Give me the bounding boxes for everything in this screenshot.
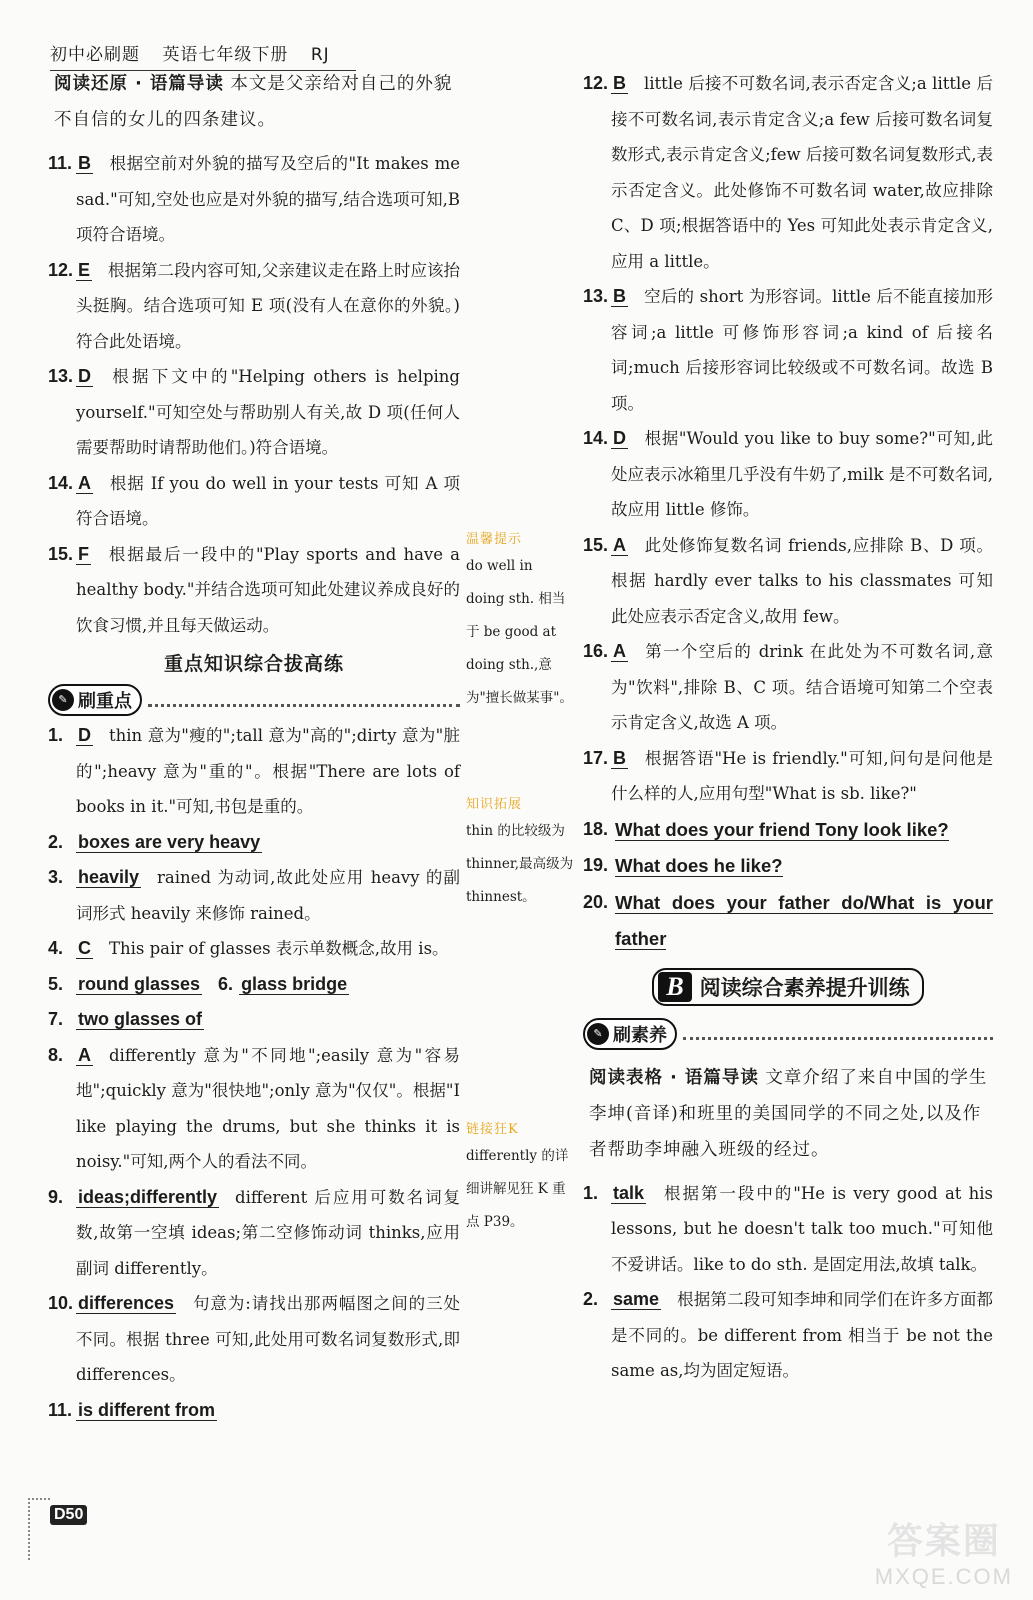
answer-item <box>48 967 460 1003</box>
left-answer-list <box>48 146 460 643</box>
item-body <box>76 466 460 537</box>
item-number: 11. <box>48 153 73 173</box>
dotted-divider <box>683 1027 993 1040</box>
item-body <box>76 537 460 644</box>
answer-key: D <box>78 366 91 386</box>
answer-item <box>48 860 460 931</box>
item-body <box>611 1176 993 1283</box>
answer-item <box>48 718 460 825</box>
item-number: 7. <box>48 1009 64 1029</box>
answer-key: boxes are very heavy <box>78 831 261 852</box>
item-body <box>76 146 460 253</box>
answer-key: B <box>613 73 626 93</box>
right-intro <box>589 1060 993 1168</box>
answer-key: two glasses of <box>78 1009 203 1029</box>
answer-key: heavily <box>78 867 140 887</box>
intro-text: 文章介绍了来自中国的学生李坤(音译)和班里的美国同学的不同之处,以及作者帮助李坤融入班级的经过。 <box>589 1067 988 1160</box>
answer-item <box>583 885 993 958</box>
answer-key: E <box>78 259 91 280</box>
explanation-text: 根据第二段内容可知,父亲建议走在路上时应该抬头挺胸。结合选项可知 E 项(没有人在意你的外貌。)符合此处语境。 <box>76 260 460 351</box>
answer-key: A <box>613 641 626 661</box>
badge-label: 刷重点 <box>78 691 132 712</box>
key-answer-list <box>48 718 460 1428</box>
explanation-text: rained 为动词,故此处应用 heavy 的副词形式 heavily 来修饰 rained。 <box>76 868 460 923</box>
item-body <box>615 848 993 885</box>
item-number: 1. <box>583 1182 599 1203</box>
item-number: 13. <box>48 366 74 386</box>
footer-decoration <box>28 1498 50 1560</box>
explanation-text: 此处修饰复数名词 friends,应排除 B、D 项。根据 hardly ever talks to his classmates 可知此处应表示否定含义,故用 few。 <box>611 535 993 626</box>
item-body <box>611 1282 993 1389</box>
item-number: 2. <box>48 831 64 852</box>
b-section-letter: B <box>658 972 691 1002</box>
side-note-1 <box>466 530 574 715</box>
answer-item <box>48 1180 460 1287</box>
side-note-text: thin 的比较级为 thinner,最高级为 thinnest。 <box>466 823 574 905</box>
item-body <box>615 885 993 958</box>
answer-key: ideas;differently <box>78 1186 218 1207</box>
item-number: 6. <box>218 973 234 994</box>
item-body <box>615 812 993 849</box>
answer-item <box>583 66 993 279</box>
answer-key: B <box>613 747 626 768</box>
explanation-text: 句意为:请找出那两幅图之间的三处不同。根据 three 可知,此处用可数名词复数形式,即 differences。 <box>76 1294 460 1384</box>
explanation-text: differently 意为"不同地";easily 意为"容易地";quickly 意为"很快地";only 意为"仅仅"。根据"I like playing the drums, but she thinks it is noisy."可知,两个人的看法不同。 <box>76 1045 461 1171</box>
answer-item <box>583 1282 993 1389</box>
explanation-text: 根据第二段可知李坤和同学们在许多方面都是不同的。be different from 相当于 be not the same as,均为固定短语。 <box>611 1290 993 1380</box>
item-number: 17. <box>583 747 609 768</box>
explanation-text: 根据第一段中的"He is very good at his lessons, but he doesn't talk too much."可知他不爱讲话。like to do sth. 是固定用法,故填 talk。 <box>611 1183 993 1274</box>
intro-label: 阅读还原 · 语篇导读 <box>54 74 224 94</box>
answer-key: talk <box>613 1182 645 1203</box>
answer-key: same <box>613 1289 660 1309</box>
explanation-text: 根据"Would you like to buy some?"可知,此处应表示冰箱里几乎没有牛奶了,milk 是不可数名词,故应用 little 修饰。 <box>611 429 993 519</box>
answer-item <box>583 1176 993 1283</box>
b-section-text: 阅读综合素养提升训练 <box>699 974 910 1000</box>
book-title: 初中必刷题 <box>50 45 140 65</box>
item-body <box>76 1393 460 1429</box>
intro-text: 本文是父亲给对自己的外貌不自信的女儿的四条建议。 <box>54 74 453 130</box>
answer-item <box>48 146 460 253</box>
item-number: 19. <box>583 855 609 875</box>
answer-key: B <box>78 153 91 173</box>
right-write-answers <box>583 812 993 958</box>
item-number: 11. <box>48 1399 73 1420</box>
answer-item <box>48 466 460 537</box>
watermark-title: 答案圈 <box>886 1520 1001 1561</box>
explanation-text: 根据最后一段中的"Play sports and have a healthy body."并结合选项可知此处建议养成良好的饮食习惯,并且每天做运动。 <box>76 544 460 635</box>
item-body <box>76 253 460 360</box>
answer-item <box>48 359 460 466</box>
item-number: 1. <box>48 725 64 745</box>
item-number: 2. <box>583 1289 599 1309</box>
explanation-text: 根据下文中的"Helping others is helping yourself."可知空处与帮助别人有关,故 D 项(任何人需要帮助时请帮助他们。)符合语境。 <box>76 367 460 457</box>
item-number: 14. <box>583 428 609 448</box>
answer-key: What does he like? <box>615 855 783 876</box>
answer-key: differences <box>78 1293 175 1313</box>
side-note-tag: 知识拓展 <box>466 797 523 812</box>
explanation-text: thin 意为"瘦的";tall 意为"高的";dirty 意为"脏的";heavy 意为"重的"。根据"There are lots of books in it."可知,书包是重的。 <box>76 726 460 816</box>
answer-item <box>48 537 460 644</box>
answer-item <box>48 1002 460 1038</box>
answer-key: round glasses <box>78 973 201 994</box>
answer-key: C <box>78 938 91 958</box>
item-number: 20. <box>583 891 609 912</box>
item-number: 16. <box>583 641 609 661</box>
reading-answer-list <box>583 1176 993 1389</box>
item-body <box>76 1038 460 1180</box>
explanation-text: 空后的 short 为形容词。little 后不能直接加形容词;a little 可修饰形容词;a kind of 后接名词;much 后接形容词比较级或不可数名词。故选 B 项。 <box>611 287 993 413</box>
side-note-tag: 链接狂K <box>466 1122 519 1137</box>
item-body <box>76 860 460 931</box>
side-note-tag: 温馨提示 <box>466 532 523 547</box>
item-body <box>76 967 460 1003</box>
item-number: 5. <box>48 973 64 994</box>
answer-key: What does your father do/What is your father <box>615 891 993 949</box>
side-note-3 <box>466 1120 574 1239</box>
answer-item <box>583 741 993 812</box>
explanation-text: 根据 If you do well in your tests 可知 A 项符合语境。 <box>76 473 460 528</box>
answer-item <box>583 528 993 635</box>
watermark <box>875 1513 1013 1590</box>
answer-key: F <box>78 543 89 564</box>
answer-item <box>583 421 993 528</box>
answer-item <box>48 1393 460 1429</box>
item-number: 10. <box>48 1293 74 1313</box>
badge-key-points <box>48 684 142 716</box>
answer-key: D <box>613 428 626 448</box>
intro-label: 阅读表格 · 语篇导读 <box>589 1067 759 1088</box>
item-number: 15. <box>48 543 74 564</box>
badge-label: 刷素养 <box>613 1024 667 1046</box>
answer-item <box>48 1038 460 1180</box>
explanation-text: little 后接不可数名词,表示否定含义;a little 后接不可数名词,表示肯定含义;a few 后接可数名词复数形式,表示肯定含义;few 后接可数名词复数形式,表示否定含义。此处修饰不可数名词 water,故应排除 C、D 项;根据答语中的 Yes 可知此处表示肯定含义,应用 a little。 <box>611 74 993 271</box>
side-note-2 <box>466 795 574 914</box>
item-body <box>76 825 460 861</box>
b-section-title <box>583 968 993 1006</box>
side-note-text: do well in doing sth. 相当于 be good at doing sth.,意为"擅长做某事"。 <box>466 558 573 706</box>
item-body <box>611 66 993 279</box>
item-number: 12. <box>48 259 74 280</box>
item-number: 18. <box>583 818 609 839</box>
right-column <box>583 66 993 1389</box>
answer-item <box>48 1286 460 1393</box>
answer-key: A <box>78 1044 91 1065</box>
explanation-text: different 后应用可数名词复数,故第一空填 ideas;第二空修饰动词 thinks,应用副词 differently。 <box>76 1187 460 1278</box>
item-body <box>76 718 460 825</box>
side-note-text: differently 的详细讲解见狂 K 重点 P39。 <box>466 1148 569 1230</box>
answer-key: B <box>613 286 626 306</box>
badge-row-right <box>583 1018 993 1050</box>
left-column <box>48 66 460 1428</box>
answer-key: is different from <box>78 1399 216 1420</box>
item-body <box>611 279 993 421</box>
answer-item <box>583 279 993 421</box>
item-number: 15. <box>583 534 609 555</box>
explanation-text: 根据答语"He is friendly."可知,问句是问他是什么样的人,应用句型"What is sb. like?" <box>611 748 993 803</box>
item-body <box>76 1180 460 1287</box>
explanation-text: This pair of glasses 表示单数概念,故用 is。 <box>109 939 449 958</box>
item-body <box>76 359 460 466</box>
section-title: 重点知识综合拔高练 <box>163 653 344 675</box>
item-number: 14. <box>48 472 74 493</box>
badge-literacy <box>583 1018 677 1050</box>
answer-key: What does your friend Tony look like? <box>615 818 949 840</box>
answer-item <box>583 812 993 849</box>
edition-label: RJ <box>310 45 330 65</box>
answer-item <box>48 253 460 360</box>
right-answer-list <box>583 66 993 812</box>
item-number: 8. <box>48 1044 64 1065</box>
explanation-text: 根据空前对外貌的描写及空后的"It makes me sad."可知,空处也应是对外貌的描写,结合选项可知,B 项符合语境。 <box>76 154 460 244</box>
item-body <box>611 634 993 741</box>
dotted-divider <box>148 694 460 707</box>
item-number: 4. <box>48 938 64 958</box>
brush-icon: ✎ <box>587 1023 609 1045</box>
watermark-url: MXQE.COM <box>874 1564 1013 1589</box>
item-number: 9. <box>48 1186 64 1207</box>
answer-item <box>583 848 993 885</box>
answer-item <box>48 825 460 861</box>
answer-key: glass bridge <box>241 973 348 994</box>
answer-item <box>583 634 993 741</box>
answer-key: D <box>78 725 91 745</box>
item-body <box>76 1002 460 1038</box>
item-body <box>76 931 460 967</box>
item-body <box>76 1286 460 1393</box>
explanation-text: 第一个空后的 drink 在此处为不可数名词,意为"饮料",排除 B、C 项。结合语境可知第二个空表示肯定含义,故选 A 项。 <box>611 642 993 732</box>
item-number: 3. <box>48 867 64 887</box>
item-number: 12. <box>583 73 609 93</box>
page-header <box>50 40 346 65</box>
item-body <box>611 421 993 528</box>
brush-icon: ✎ <box>52 689 74 711</box>
left-intro <box>54 66 460 138</box>
answer-key: A <box>78 472 91 493</box>
item-body <box>611 741 993 812</box>
badge-row-left <box>48 684 460 716</box>
page-number: D50 <box>50 1505 87 1525</box>
answer-item <box>48 931 460 967</box>
item-body <box>611 528 993 635</box>
item-number: 13. <box>583 286 609 306</box>
subject-title: 英语七年级下册 <box>162 45 289 65</box>
answer-key: A <box>613 534 626 555</box>
